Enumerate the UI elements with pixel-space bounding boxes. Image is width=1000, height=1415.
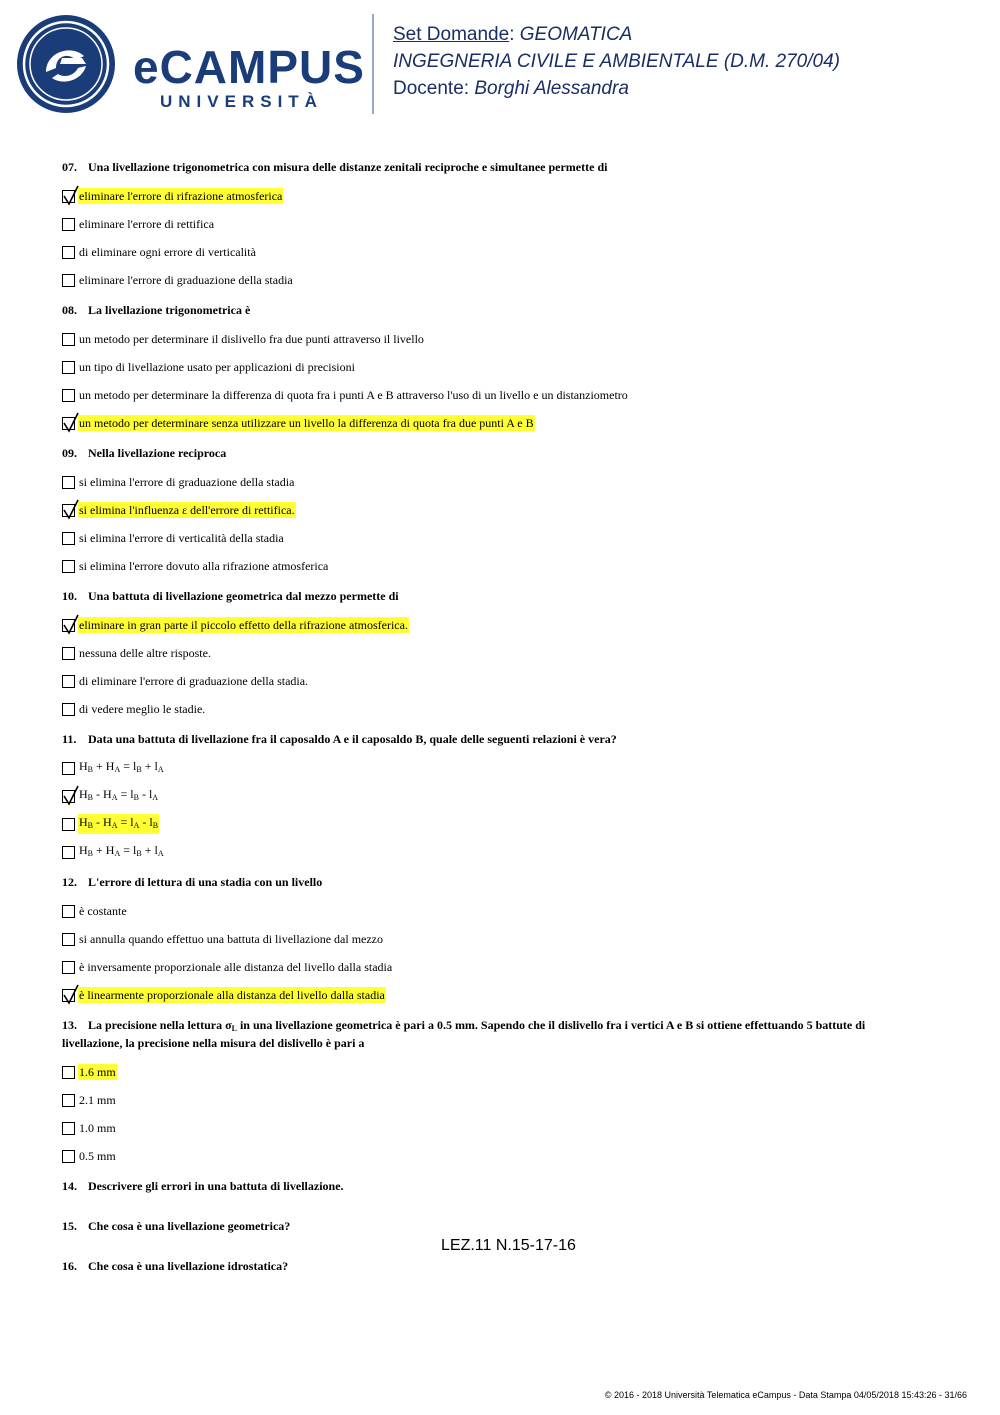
formula-part: +: [93, 843, 106, 857]
option-text: un metodo per determinare la differenza di quota fra i punti A e B attraverso l'uso di un livello e un distanziometro: [79, 388, 628, 402]
option-text: si elimina l'errore di graduazione della stadia: [79, 475, 295, 489]
option[interactable]: [62, 981, 962, 1009]
option[interactable]: [62, 925, 962, 953]
option-text: 2.1 mm: [79, 1093, 116, 1107]
option-text: di eliminare ogni errore di verticalità: [79, 245, 256, 259]
checkbox[interactable]: [62, 246, 75, 259]
option[interactable]: [62, 325, 962, 353]
checkbox[interactable]: [62, 417, 75, 430]
question-title: [62, 160, 922, 174]
option[interactable]: [62, 782, 962, 810]
formula-text: [78, 814, 159, 834]
teacher-name: Borghi Alessandra: [474, 78, 629, 99]
formula-text: [78, 786, 159, 806]
formula-part: H: [79, 759, 88, 773]
option-text: nessuna delle altre risposte.: [79, 646, 211, 660]
formula-sub: B: [87, 765, 94, 774]
question-text: Descrivere gli errori in una battuta di livellazione.: [88, 1179, 344, 1193]
checkbox[interactable]: [62, 333, 75, 346]
checkbox[interactable]: [62, 1122, 75, 1135]
checkbox[interactable]: [62, 818, 75, 831]
option[interactable]: [62, 953, 962, 981]
checkmark-icon: [62, 613, 80, 635]
page-footer: © 2016 - 2018 Università Telematica eCampus - Data Stampa 04/05/2018 15:43:26 - 31/66: [604, 1390, 967, 1400]
option-text: è linearmente proporzionale alla distanza del livello dalla stadia: [79, 988, 385, 1002]
formula-part: -: [138, 787, 149, 801]
page-header: [0, 0, 1000, 130]
formula-sub: B: [136, 849, 142, 858]
question-text: Una livellazione trigonometrica con misura delle distanze zenitali reciproche e simultanee permette di: [88, 160, 608, 174]
formula-part: +: [93, 759, 106, 773]
option-text: 0.5 mm: [79, 1149, 116, 1163]
checkbox[interactable]: [62, 703, 75, 716]
formula-part: +: [141, 759, 155, 773]
option[interactable]: [62, 496, 962, 524]
checkbox[interactable]: [62, 389, 75, 402]
option[interactable]: [62, 1114, 962, 1142]
question-number: 07.: [62, 160, 77, 174]
question-11: [62, 732, 962, 866]
option-text: di vedere meglio le stadie.: [79, 702, 206, 716]
option[interactable]: [62, 639, 962, 667]
option[interactable]: [62, 381, 962, 409]
option[interactable]: [62, 695, 962, 723]
question-number: 09.: [62, 446, 77, 460]
course-name: INGEGNERIA CIVILE E AMBIENTALE (D.M. 270/04): [393, 51, 840, 72]
option-text: eliminare l'errore di rifrazione atmosferica: [79, 189, 283, 203]
option-text: un metodo per determinare senza utilizzare un livello la differenza di quota fra due punti A e B: [79, 416, 534, 430]
checkbox[interactable]: [62, 790, 75, 803]
question-number: 11.: [62, 732, 77, 746]
option-text: eliminare in gran parte il piccolo effetto della rifrazione atmosferica.: [79, 618, 408, 632]
checkbox[interactable]: [62, 190, 75, 203]
question-number: 15.: [62, 1219, 77, 1233]
question-text: Che cosa è una livellazione geometrica?: [88, 1219, 291, 1233]
formula-sub: A: [157, 849, 164, 858]
checkbox[interactable]: [62, 218, 75, 231]
formula-part: H: [105, 843, 115, 857]
formula-sub: A: [114, 849, 121, 858]
formula-sub: A: [152, 793, 159, 802]
formula-part: +: [141, 843, 155, 857]
formula-sub: B: [87, 793, 94, 802]
formula-part: =: [117, 815, 131, 829]
option-text: si elimina l'errore dovuto alla rifrazione atmosferica: [79, 559, 329, 573]
set-label: Set Domande: [393, 24, 510, 45]
formula-part: l: [154, 759, 158, 773]
brand-name: eCAMPUS: [133, 41, 365, 93]
option[interactable]: [62, 611, 962, 639]
option[interactable]: [62, 667, 962, 695]
checkmark-icon: [62, 498, 80, 520]
questions-list: [62, 160, 962, 1299]
formula-part: -: [139, 815, 150, 829]
checkbox[interactable]: [62, 905, 75, 918]
question-title: [62, 1018, 922, 1050]
option[interactable]: [62, 210, 962, 238]
option[interactable]: [62, 468, 962, 496]
question-number: 16.: [62, 1259, 77, 1273]
formula-part: l: [154, 843, 158, 857]
question-12: [62, 875, 962, 1009]
checkbox[interactable]: [62, 933, 75, 946]
formula-sub: A: [157, 765, 164, 774]
question-07: [62, 160, 962, 294]
option-text: eliminare l'errore di graduazione della stadia: [79, 273, 293, 287]
teacher: [393, 76, 629, 102]
formula-sub: B: [152, 821, 159, 830]
question-text: La precisione nella lettura σ: [88, 1018, 232, 1032]
checkbox[interactable]: [62, 989, 75, 1002]
option-text: 1.0 mm: [79, 1121, 116, 1135]
formula-part: H: [79, 787, 88, 801]
formula-part: l: [133, 843, 137, 857]
option[interactable]: [62, 238, 962, 266]
checkmark-icon: [62, 411, 80, 433]
set-domande: Set Domande: GEOMATICA: [393, 24, 633, 45]
ecampus-logo-icon: [16, 14, 116, 114]
checkbox[interactable]: [62, 846, 75, 859]
question-text: Data una battuta di livellazione fra il caposaldo A e il caposaldo B, quale delle seguenti relazioni è vera?: [88, 732, 617, 746]
option-text: eliminare l'errore di rettifica: [79, 217, 215, 231]
formula-part: -: [93, 787, 104, 801]
option[interactable]: [62, 754, 962, 782]
formula-part: =: [120, 759, 134, 773]
question-title: [62, 446, 922, 460]
option[interactable]: [62, 409, 962, 437]
formula-sub: A: [111, 821, 118, 830]
question-08: [62, 303, 962, 437]
option[interactable]: [62, 810, 962, 838]
formula-sub: A: [111, 793, 118, 802]
checkbox[interactable]: [62, 532, 75, 545]
checkmark-icon: [62, 983, 80, 1005]
question-number: 13.: [62, 1018, 77, 1032]
option[interactable]: [62, 838, 962, 866]
question-number: 10.: [62, 589, 77, 603]
open-question-16: [62, 1259, 962, 1299]
question-13: [62, 1018, 962, 1170]
question-text: in una livellazione geometrica è pari a 0.5 mm. Sapendo che il dislivello fra i vertici A e B si ottiene effettuando 5 battute di livellazione, la precisione nella misura del dislivello è pari a: [62, 1018, 866, 1050]
question-text-sub: L: [231, 1024, 237, 1033]
checkbox[interactable]: [62, 504, 75, 517]
checkmark-icon: [62, 184, 80, 206]
question-title: [62, 875, 922, 889]
formula-sub: A: [114, 765, 121, 774]
checkbox[interactable]: [62, 560, 75, 573]
option-text: un tipo di livellazione usato per applicazioni di precisioni: [79, 360, 355, 374]
option-text: si elimina l'influenza ε dell'errore di rettifica.: [79, 503, 295, 517]
handwritten-note: LEZ.11 N.15-17-16: [441, 1237, 576, 1254]
question-text: La livellazione trigonometrica è: [88, 303, 251, 317]
formula-text: [78, 758, 165, 778]
formula-sub: B: [133, 793, 139, 802]
formula-part: H: [79, 843, 88, 857]
checkbox[interactable]: [62, 476, 75, 489]
option[interactable]: [62, 1142, 962, 1170]
option[interactable]: [62, 524, 962, 552]
question-title: [62, 1259, 922, 1291]
formula-part: =: [117, 787, 131, 801]
formula-part: H: [103, 787, 112, 801]
option[interactable]: [62, 182, 962, 210]
option-text: si elimina l'errore di verticalità della stadia: [79, 531, 284, 545]
question-title: [62, 732, 922, 746]
header-divider: [372, 14, 374, 114]
checkbox[interactable]: [62, 619, 75, 632]
option[interactable]: [62, 897, 962, 925]
checkbox[interactable]: [62, 675, 75, 688]
checkbox[interactable]: [62, 961, 75, 974]
open-question-14: [62, 1179, 962, 1219]
option[interactable]: [62, 552, 962, 580]
option-text: di eliminare l'errore di graduazione della stadia.: [79, 674, 309, 688]
checkmark-icon: [62, 784, 80, 806]
checkbox[interactable]: [62, 1150, 75, 1163]
formula-part: l: [149, 815, 153, 829]
checkbox[interactable]: [62, 274, 75, 287]
formula-part: l: [130, 815, 134, 829]
option-text: è inversamente proporzionale alle distanza del livello dalla stadia: [79, 960, 393, 974]
question-title: [62, 303, 922, 317]
formula-part: -: [93, 815, 104, 829]
formula-text: [78, 842, 165, 862]
checkbox[interactable]: [62, 1066, 75, 1079]
question-text: Una battuta di livellazione geometrica dal mezzo permette di: [88, 589, 399, 603]
question-text: Che cosa è una livellazione idrostatica?: [88, 1259, 289, 1273]
question-text: Nella livellazione reciproca: [88, 446, 227, 460]
question-title: [62, 589, 922, 603]
question-title: [62, 1179, 922, 1211]
checkbox[interactable]: [62, 762, 75, 775]
checkbox[interactable]: [62, 1094, 75, 1107]
option-text: 1.6 mm: [79, 1065, 116, 1079]
option[interactable]: [62, 266, 962, 294]
formula-sub: B: [87, 821, 94, 830]
question-number: 08.: [62, 303, 77, 317]
formula-part: l: [148, 787, 153, 801]
question-number: 14.: [62, 1179, 77, 1193]
option-text: è costante: [79, 904, 127, 918]
formula-part: l: [130, 787, 134, 801]
formula-part: H: [103, 815, 112, 829]
formula-part: =: [120, 843, 134, 857]
brand-subtitle: UNIVERSITÀ: [160, 92, 323, 111]
option[interactable]: [62, 353, 962, 381]
formula-sub: A: [133, 821, 140, 830]
checkbox[interactable]: [62, 647, 75, 660]
formula-part: H: [105, 759, 115, 773]
option-text: si annulla quando effettuo una battuta di livellazione dal mezzo: [79, 932, 384, 946]
checkbox[interactable]: [62, 361, 75, 374]
formula-part: l: [133, 759, 137, 773]
option[interactable]: [62, 1058, 962, 1086]
question-text: L'errore di lettura di una stadia con un livello: [88, 875, 323, 889]
option[interactable]: [62, 1086, 962, 1114]
formula-sub: B: [136, 765, 142, 774]
formula-part: H: [79, 815, 88, 829]
formula-sub: B: [87, 849, 94, 858]
question-number: 12.: [62, 875, 77, 889]
teacher-label: Docente:: [393, 78, 475, 99]
question-10: [62, 589, 962, 723]
option-text: un metodo per determinare il dislivello fra due punti attraverso il livello: [79, 332, 424, 346]
set-value: GEOMATICA: [519, 24, 633, 45]
question-09: [62, 446, 962, 580]
